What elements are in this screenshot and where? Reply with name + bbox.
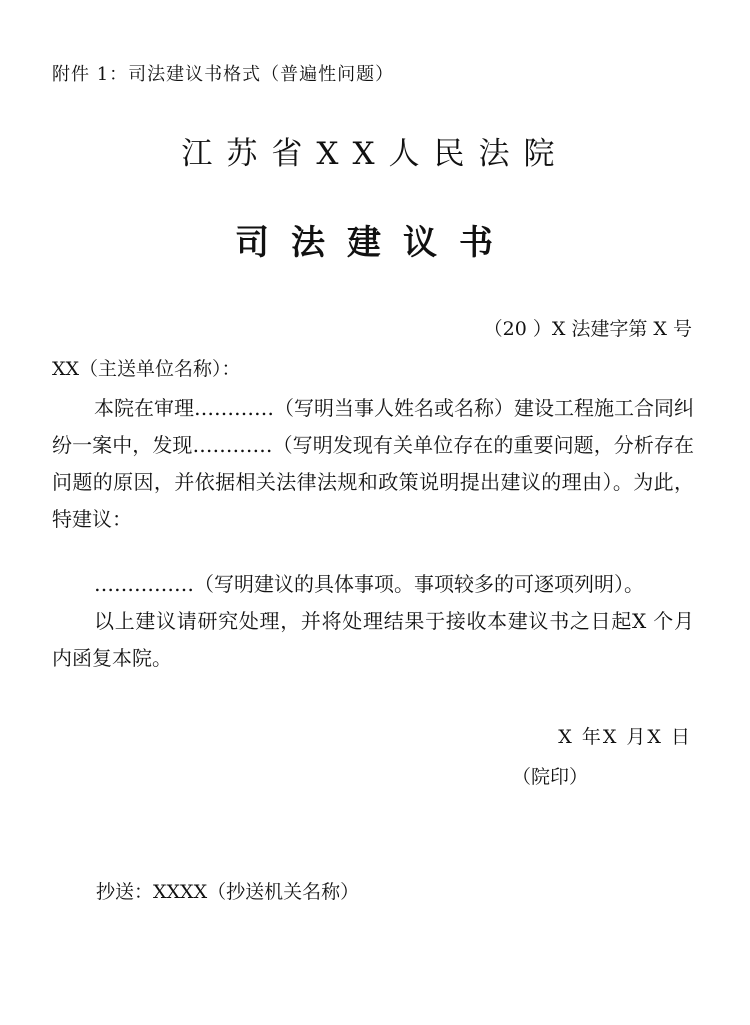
recipient-line: XX（主送单位名称）： — [52, 358, 241, 380]
court-name-heading: 江苏省XX人民法院 — [181, 136, 569, 172]
body-paragraph-recommendations: ……………（写明建议的具体事项。事项较多的可逐项列明）。 — [94, 572, 644, 596]
document-number: （20 ）X 法建字第 X 号 — [483, 318, 692, 340]
court-seal-placeholder: （院印） — [512, 766, 589, 788]
annex-label: 附件 1：司法建议书格式（普遍性问题） — [52, 64, 395, 85]
issue-date: X 年X 月X 日 — [558, 726, 692, 748]
body-paragraph-findings: 本院在审理…………（写明当事人姓名或名称）建设工程施工合同纠纷一案中，发现…………（写明发现有关单位存在的重要问题，分析存在问题的原因，并依据相关法律法规和政策说明提出建议的理由）。为此，特建议： — [52, 396, 694, 531]
copy-to-line: 抄送：XXXX（抄送机关名称） — [96, 881, 360, 903]
body-paragraph-reply-request: 以上建议请研究处理，并将处理结果于接收本建议书之日起X 个月内函复本院。 — [52, 609, 694, 670]
document-title: 司法建议书 — [235, 223, 515, 263]
